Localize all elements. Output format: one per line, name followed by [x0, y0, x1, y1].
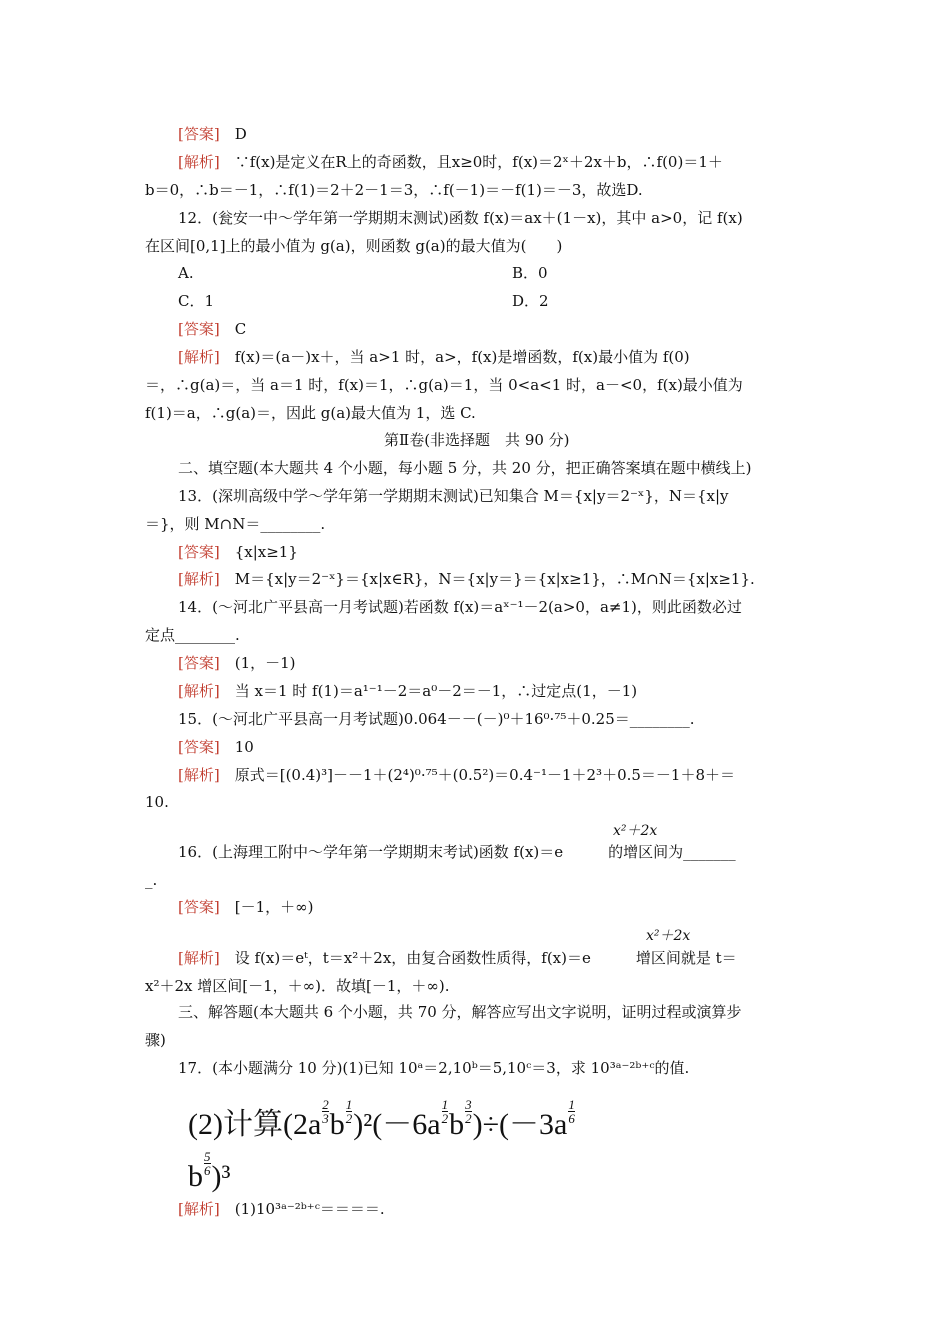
analysis-12-cont: ＝，∴g(a)＝，当 a＝1 时，f(x)＝1，∴g(a)＝1，当 0<a<1 时，a－<0，f(x)最小值为 — [145, 376, 743, 394]
question-12: 12．(瓮安一中～学年第一学期期末测试)函数 f(x)＝ax＋(1－x)，其中 a>0，记 f(x) — [178, 209, 743, 227]
label-tag: [解析] — [178, 1200, 220, 1218]
option-d: D．2 — [512, 292, 549, 310]
analysis-15: [解析] 原式＝[(0.4)³]－－1＋(2⁴)⁰·⁷⁵＋(0.5²)＝0.4⁻¹－1＋2³＋0.5＝－1＋8＋＝ — [178, 766, 736, 784]
formula-text: b — [188, 1160, 203, 1193]
analysis-12: [解析] f(x)＝(a－)x＋，当 a>1 时，a>，f(x)是增函数，f(x)最小值为 f(0) — [178, 348, 690, 366]
exponent-16-analysis: x²＋2x — [646, 928, 691, 944]
question-13-cont: ＝}，则 M∩N＝________. — [145, 515, 326, 533]
label-tag: [解析] — [178, 766, 220, 784]
fraction-exponent — [464, 1098, 473, 1125]
formula-text: )÷(－3a — [472, 1108, 568, 1141]
analysis-16-cont: x²＋2x 增区间[－1，＋∞)．故填[－1，＋∞). — [145, 977, 450, 995]
fraction-exponent — [203, 1150, 212, 1177]
question-17-part2-formula — [188, 1098, 576, 1143]
label-tag: [答案] — [178, 543, 220, 561]
analysis-11-cont: b＝0，∴b＝－1，∴f(1)＝2＋2－1＝3，∴f(－1)＝－f(1)＝－3，故选D. — [145, 181, 643, 199]
formula-text: b — [329, 1108, 345, 1141]
section-title-2: 第Ⅱ卷(非选择题 共 90 分) — [384, 431, 570, 449]
exponent-16: x²＋2x — [613, 823, 658, 839]
solution-heading-cont: 骤) — [145, 1031, 166, 1049]
label-tag: [解析] — [178, 348, 220, 366]
frac-den: 6 — [204, 1163, 211, 1178]
solution-heading: 三、解答题(本大题共 6 个小题，共 70 分，解答应写出文字说明，证明过程或演算步 — [178, 1003, 742, 1021]
label-tag: [解析] — [178, 570, 220, 588]
label-tag: [解析] — [178, 682, 220, 700]
label-tag: [答案] — [178, 738, 220, 756]
frac-den: 2 — [441, 1111, 449, 1126]
formula-text: )²(－6a — [353, 1108, 441, 1141]
formula-text: (2)计算(2a — [188, 1108, 322, 1141]
answer-13: [答案] {x|x≥1} — [178, 543, 298, 561]
label-tag: [答案] — [178, 125, 220, 143]
analysis-17: [解析] (1)10³ᵃ⁻²ᵇ⁺ᶜ＝＝＝＝. — [178, 1200, 385, 1218]
question-14: 14．(～河北广平县高一月考试题)若函数 f(x)＝aˣ⁻¹－2(a>0，a≠1)，则此函数必过 — [178, 598, 742, 616]
answer-16: [答案] [－1，＋∞) — [178, 898, 314, 916]
frac-num: 2 — [322, 1097, 329, 1112]
question-16-cont: _. — [145, 871, 158, 889]
frac-num: 1 — [345, 1097, 353, 1112]
frac-den: 3 — [322, 1111, 329, 1126]
analysis-12-end: f(1)＝a，∴g(a)＝，因此 g(a)最大值为 1，选 C. — [145, 404, 476, 422]
option-a: A. — [178, 264, 194, 282]
formula-text: b — [449, 1108, 465, 1141]
fraction-exponent — [567, 1098, 576, 1125]
label-tag: [解析] — [178, 949, 220, 967]
question-17-part2-formula-cont — [188, 1150, 230, 1195]
question-17: 17．(本小题满分 10 分)(1)已知 10ᵃ＝2,10ᵇ＝5,10ᶜ＝3，求 10³ᵃ⁻²ᵇ⁺ᶜ的值. — [178, 1059, 690, 1077]
question-12-cont: 在区间[0,1]上的最小值为 g(a)，则函数 g(a)的最大值为( ) — [145, 237, 563, 255]
answer-14: [答案] (1，－1) — [178, 654, 296, 672]
answer-12: [答案] C — [178, 320, 247, 338]
label-tag: [答案] — [178, 898, 220, 916]
analysis-16: [解析] 设 f(x)＝eᵗ，t＝x²＋2x，由复合函数性质得，f(x)＝e 增区间就是 t＝ — [178, 949, 737, 967]
analysis-11: [解析] ∵f(x)是定义在R上的奇函数，且x≥0时，f(x)＝2ˣ＋2x＋b，∴f(0)＝1＋ — [178, 153, 723, 171]
frac-num: 1 — [441, 1097, 449, 1112]
frac-den: 2 — [345, 1111, 353, 1126]
question-16: 16．(上海理工附中～学年第一学期期末考试)函数 f(x)＝e 的增区间为_______ — [178, 843, 736, 861]
frac-num: 1 — [568, 1097, 575, 1112]
frac-num: 3 — [465, 1097, 472, 1112]
question-15: 15．(～河北广平县高一月考试题)0.064－－(－)⁰＋16⁰·⁷⁵＋0.25＝________. — [178, 710, 695, 728]
fill-in-heading: 二、填空题(本大题共 4 个小题，每小题 5 分，共 20 分，把正确答案填在题中横线上) — [178, 459, 752, 477]
question-13: 13．(深圳高级中学～学年第一学期期末测试)已知集合 M＝{x|y＝2⁻ˣ}，N＝{x|y — [178, 487, 729, 505]
question-14-cont: 定点________. — [145, 626, 240, 644]
option-b: B．0 — [512, 264, 548, 282]
answer-15: [答案] 10 — [178, 738, 254, 756]
formula-text: )³ — [211, 1160, 231, 1193]
fraction-exponent — [441, 1098, 450, 1125]
analysis-14: [解析] 当 x＝1 时 f(1)＝a¹⁻¹－2＝a⁰－2＝－1，∴过定点(1，－1) — [178, 682, 638, 700]
analysis-13: [解析] M＝{x|y＝2⁻ˣ}＝{x|x∈R}，N＝{x|y＝}＝{x|x≥1}，∴M∩N＝{x|x≥1}. — [178, 570, 755, 588]
fraction-exponent — [321, 1098, 330, 1125]
label-tag: [解析] — [178, 153, 220, 171]
frac-den: 6 — [568, 1111, 575, 1126]
label-tag: [答案] — [178, 320, 220, 338]
label-tag: [答案] — [178, 654, 220, 672]
frac-den: 2 — [465, 1111, 472, 1126]
analysis-15-cont: 10. — [145, 793, 169, 811]
answer-11: [答案] D — [178, 125, 247, 143]
option-c: C．1 — [178, 292, 215, 310]
frac-num: 5 — [204, 1149, 211, 1164]
